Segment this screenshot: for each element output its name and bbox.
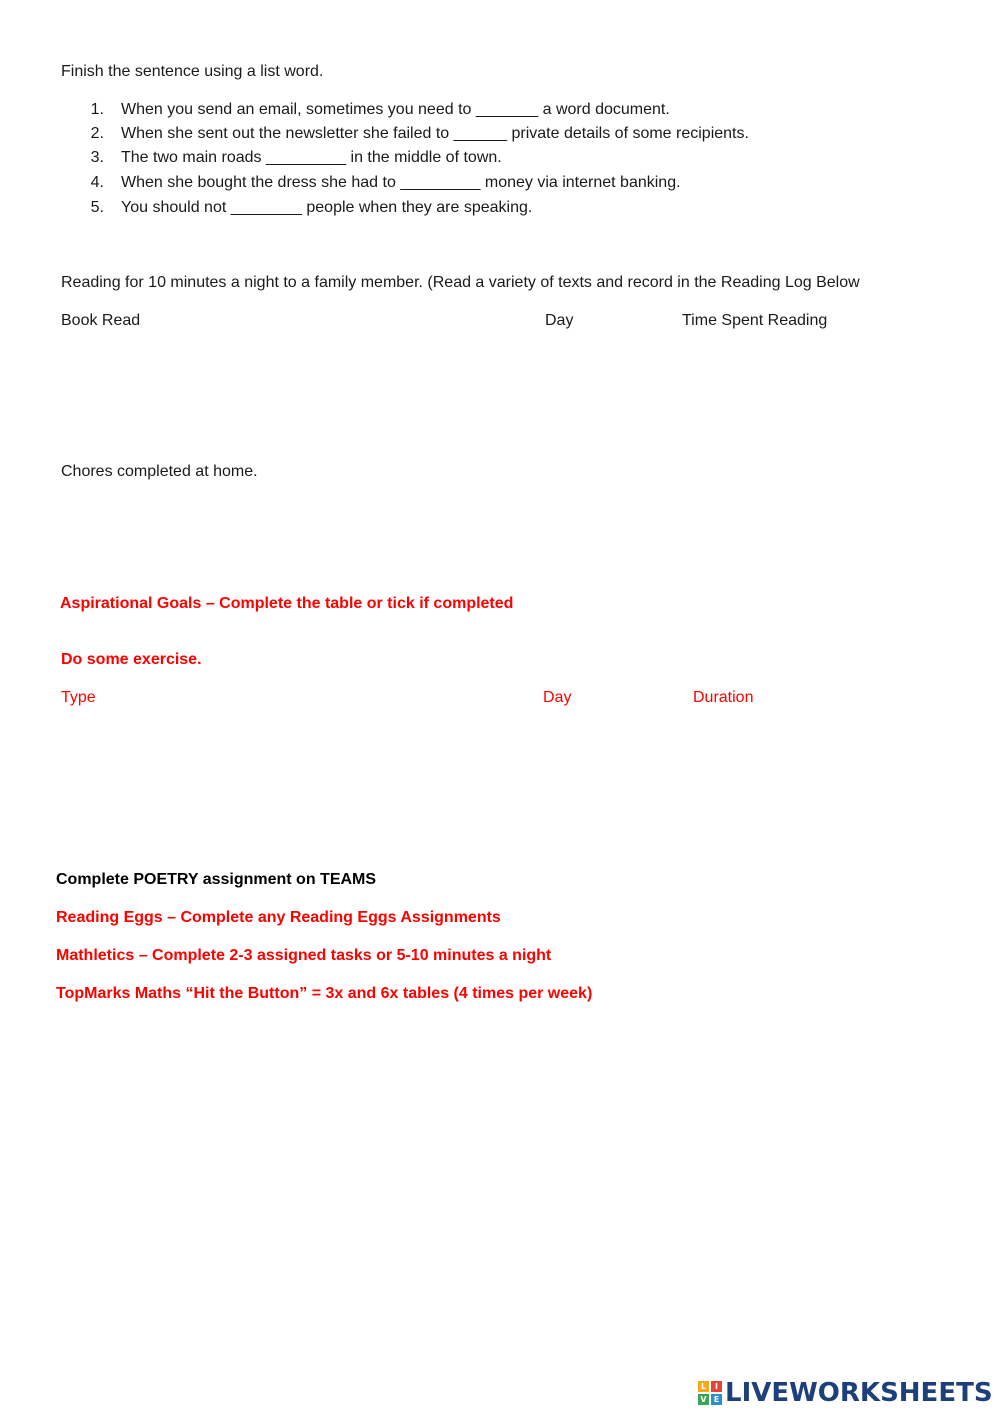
column-day: Day xyxy=(545,312,574,329)
liveworksheets-logo xyxy=(698,1380,993,1406)
answer-blank[interactable]: _______ xyxy=(475,101,539,118)
task-topmarks: TopMarks Maths “Hit the Button” = 3x and 6x tables (4 times per week) xyxy=(56,985,593,1002)
list-item-text: The two main roads _________ in the middle of town. xyxy=(121,149,502,166)
column-day: Day xyxy=(543,689,572,706)
list-item-text: When you send an email, sometimes you need to _______ a word document. xyxy=(121,101,670,118)
exercise-heading: Do some exercise. xyxy=(61,651,202,668)
task-reading-eggs: Reading Eggs – Complete any Reading Eggs Assignments xyxy=(56,909,501,926)
column-type: Type xyxy=(61,689,96,706)
column-time-spent: Time Spent Reading xyxy=(682,312,828,329)
sentence-section-heading: Finish the sentence using a list word. xyxy=(61,63,324,80)
list-item-text: When she sent out the newsletter she failed to ______ private details of some recipients. xyxy=(121,125,749,142)
chores-label: Chores completed at home. xyxy=(61,463,258,480)
list-item-number: 1. xyxy=(90,101,104,118)
list-item-number: 3. xyxy=(90,149,104,166)
logo-text: LIVEWORKSHEETS xyxy=(725,1378,993,1408)
list-item-text: When she bought the dress she had to _________ money via internet banking. xyxy=(121,174,681,191)
column-duration: Duration xyxy=(693,689,754,706)
list-item-number: 5. xyxy=(90,199,104,216)
aspirational-heading: Aspirational Goals – Complete the table or tick if completed xyxy=(60,595,514,612)
answer-blank[interactable]: ______ xyxy=(453,125,508,142)
list-item-number: 2. xyxy=(90,125,104,142)
answer-blank[interactable]: _________ xyxy=(400,174,481,191)
column-book-read: Book Read xyxy=(61,312,141,329)
list-item-text: You should not ________ people when they are speaking. xyxy=(121,199,533,216)
list-item-number: 4. xyxy=(90,174,104,191)
task-poetry: Complete POETRY assignment on TEAMS xyxy=(56,871,377,888)
reading-instruction: Reading for 10 minutes a night to a family member. (Read a variety of texts and record in the Reading Log Below xyxy=(61,274,860,291)
task-mathletics: Mathletics – Complete 2-3 assigned tasks or 5-10 minutes a night xyxy=(56,947,552,964)
answer-blank[interactable]: ________ xyxy=(230,199,302,216)
answer-blank[interactable]: _________ xyxy=(265,149,347,166)
logo-blocks-icon: L I V E xyxy=(698,1381,722,1405)
